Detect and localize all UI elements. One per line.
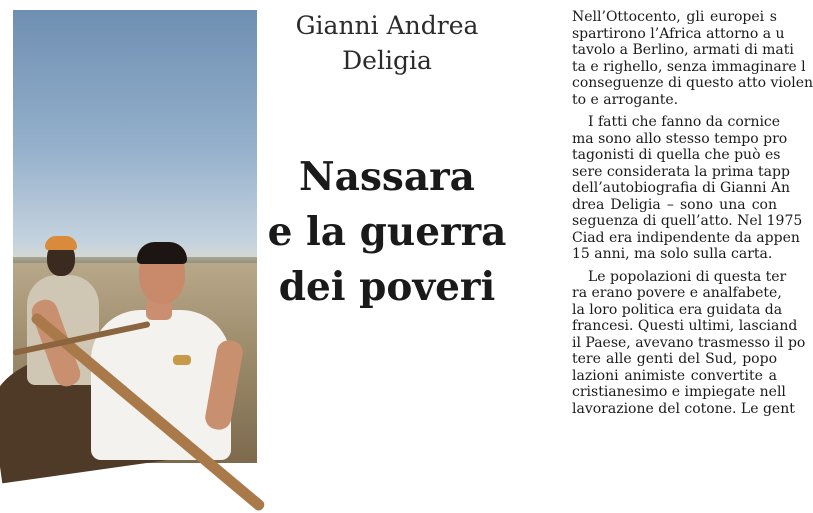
- text-line: lazioni animiste convertite a: [572, 367, 777, 384]
- text-line: tagonisti di quella che può es: [572, 147, 781, 163]
- cover-photo: [13, 10, 257, 458]
- text-line: 15 anni, ma solo sulla carta.: [572, 246, 773, 262]
- text-line: tere alle genti del Sud, popo: [572, 351, 777, 367]
- photo-boatman-cap: [45, 236, 77, 250]
- photo-man-hair: [137, 242, 187, 264]
- author-second-line: Deligia: [342, 46, 432, 75]
- text-line: to e arrogante.: [572, 91, 679, 108]
- text-line: tavolo a Berlino, armati di mati: [572, 42, 794, 58]
- text-line: sere considerata la prima tapp: [572, 163, 790, 180]
- text-line: Nell’Ottocento, gli europei s: [572, 9, 777, 25]
- photo-shirt-logo: [173, 355, 191, 365]
- text-line: conseguenze di questo atto violen: [572, 75, 813, 91]
- author-first-line: Gianni Andrea: [295, 11, 479, 40]
- book-author: [262, 8, 512, 78]
- text-line: dell’autobiografia di Gianni An: [572, 180, 791, 196]
- text-line: francesi. Questi ultimi, lasciand: [572, 318, 798, 334]
- text-line: lavorazione del cotone. Le gent: [572, 400, 795, 417]
- text-line: seguenza di quell’atto. Nel 1975: [572, 213, 803, 229]
- book-title: [262, 150, 512, 315]
- text-line: spartirono l’Africa attorno a u: [572, 25, 785, 42]
- title-line-3: dei poveri: [278, 264, 496, 310]
- text-line: ta e righello, senza immaginare l: [572, 58, 806, 75]
- title-line-2: e la guerra: [267, 209, 507, 255]
- text-line: cristianesimo e impiegate nell: [572, 384, 786, 400]
- text-line: ma sono allo stesso tempo pro: [572, 130, 788, 147]
- text-line: ra erano povere e analfabete,: [572, 285, 782, 301]
- text-line: Ciad era indipendente da appen: [572, 229, 800, 246]
- title-line-1: Nassara: [299, 154, 475, 200]
- text-line: drea Deligia – sono una con: [572, 196, 777, 213]
- back-cover-text: [572, 9, 813, 460]
- text-line: il Paese, avevano trasmesso il po: [572, 334, 806, 351]
- text-line: Le popolazioni di questa ter: [588, 268, 787, 285]
- text-line: la loro politica era guidata da: [572, 301, 783, 318]
- text-line: I fatti che fanno da cornice: [588, 114, 781, 130]
